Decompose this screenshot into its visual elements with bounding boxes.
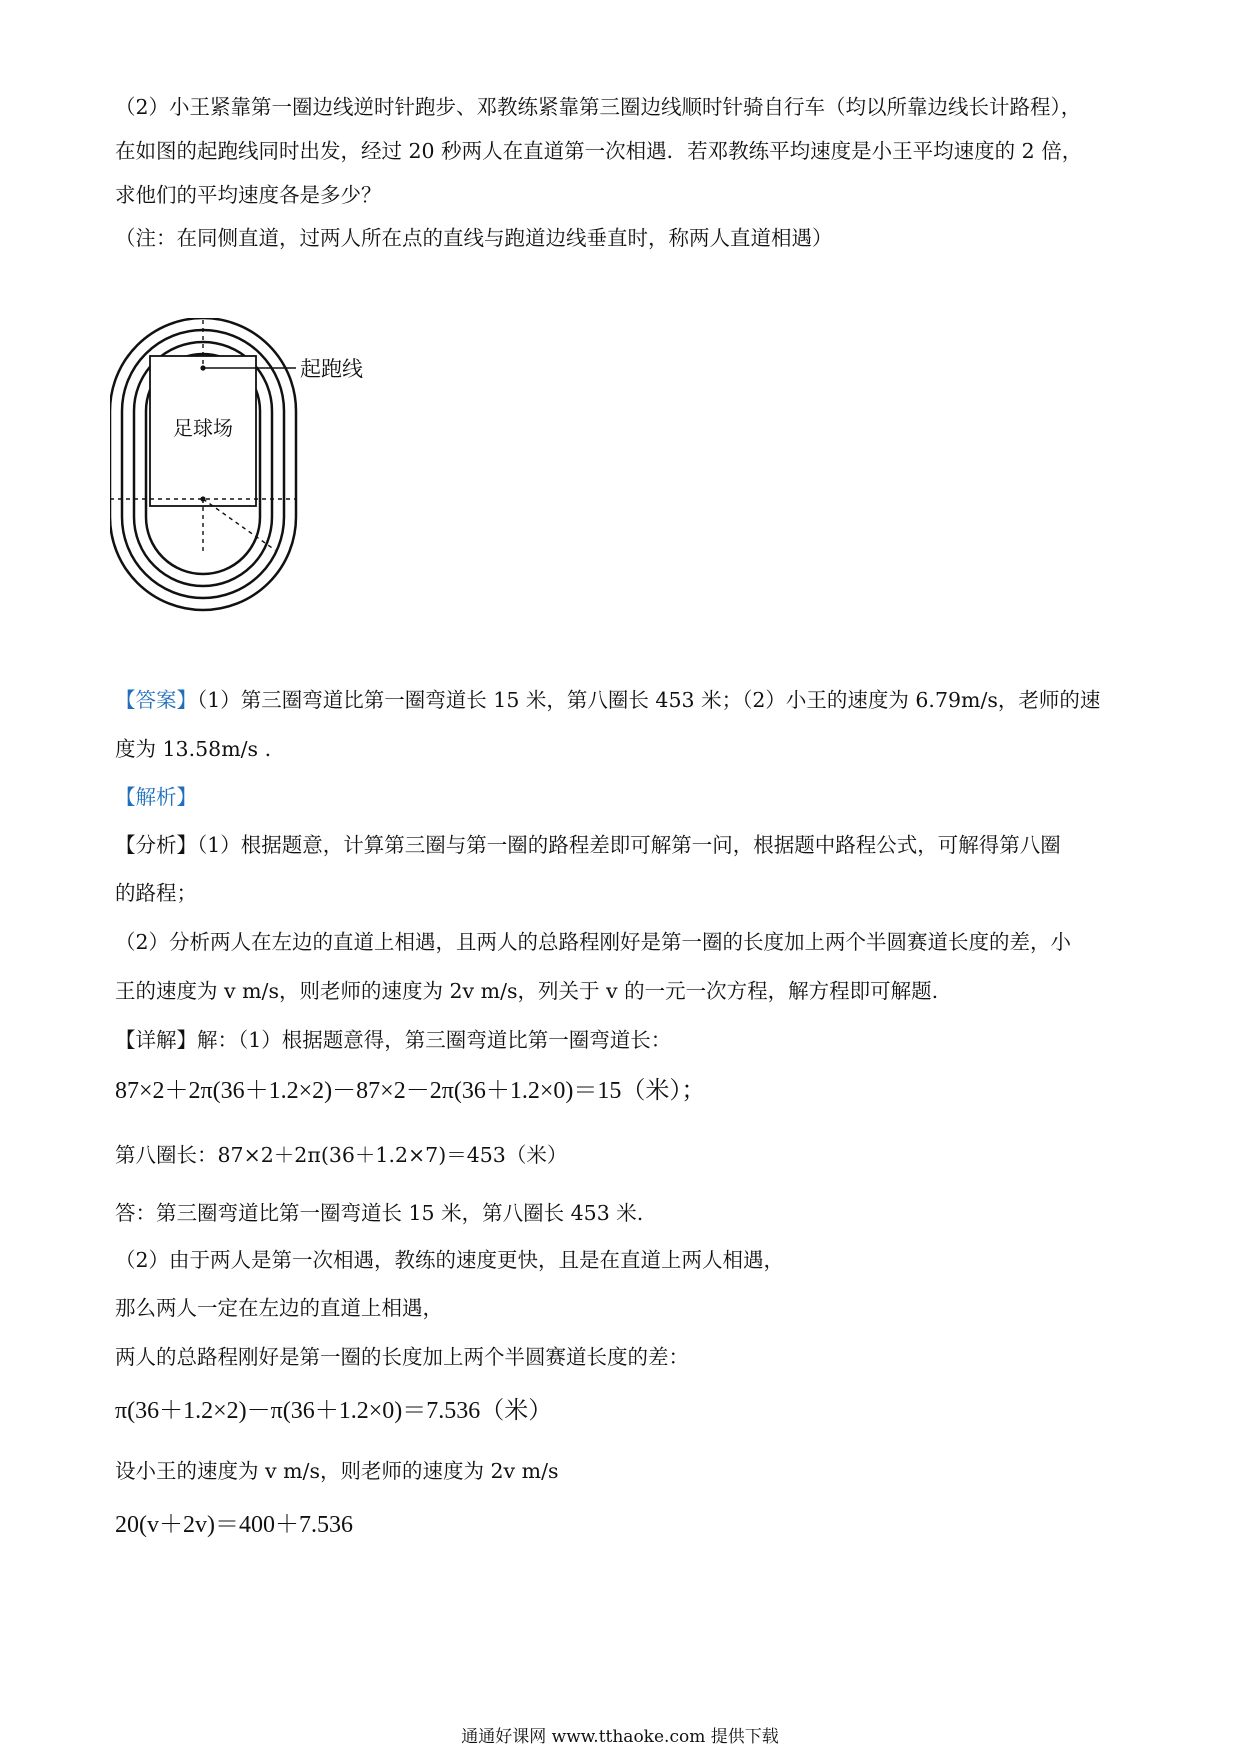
fenxi-text-1: （1）根据题意，计算第三圈与第一圈的路程差即可解第一问，根据题中路程公式，可解得第八圈 xyxy=(197,833,1061,857)
part2-line-1: （2）由于两人是第一次相遇，教练的速度更快，且是在直道上两人相遇， xyxy=(115,1248,785,1272)
answer-part-1: 答：第三圈弯道比第一圈弯道长 15 米，第八圈长 453 米. xyxy=(115,1201,644,1225)
equation-1: 87×2＋2π(36＋1.2×2)－87×2－2π(36＋1.2×0)＝15（米）； xyxy=(115,1078,706,1104)
analysis-line-3: （2）分析两人在左边的直道上相遇，且两人的总路程刚好是第一圈的长度加上两个半圆赛道长度的差，小 xyxy=(115,930,1072,954)
answer-line-1 xyxy=(115,685,1100,715)
center-point xyxy=(200,496,205,501)
part2-line-3: 两人的总路程刚好是第一圈的长度加上两个半圆赛道长度的差： xyxy=(115,1345,689,1369)
detail-intro xyxy=(115,1025,671,1055)
fenxi-tag: 【分析】 xyxy=(115,833,197,857)
equation-4: 20(v＋2v)＝400＋7.536 xyxy=(115,1512,353,1538)
detail-tag: 【详解】 xyxy=(115,1028,197,1052)
analysis-line-2: 的路程； xyxy=(115,881,197,905)
answer-tag: 【答案】 xyxy=(115,688,197,712)
answer-text-1: （1）第三圈弯道比第一圈弯道长 15 米，第八圈长 453 米；（2）小王的速度为 6.79m/s，老师的速 xyxy=(197,688,1101,712)
start-line-label: 起跑线 xyxy=(300,357,363,381)
answer-line-2: 度为 13.58m/s . xyxy=(115,737,272,761)
field-label: 足球场 xyxy=(173,416,233,440)
equation-3: π(36＋1.2×2)－π(36＋1.2×0)＝7.536（米） xyxy=(115,1398,553,1424)
page-footer: 通通好课网 www.tthaoke.com 提供下载 xyxy=(461,1727,779,1747)
equation-2: 第八圈长：87×2＋2π(36＋1.2×7)＝453（米） xyxy=(115,1143,568,1167)
set-variable-line: 设小王的速度为 v m/s，则老师的速度为 2v m/s xyxy=(115,1459,559,1483)
track-diagram xyxy=(110,318,370,628)
question-line-3: 求他们的平均速度各是多少？ xyxy=(115,183,382,207)
detail-intro-text: 解：（1）根据题意得，第三圈弯道比第一圈弯道长： xyxy=(197,1028,672,1052)
part2-line-2: 那么两人一定在左边的直道上相遇， xyxy=(115,1296,443,1320)
analysis-line-4: 王的速度为 v m/s，则老师的速度为 2v m/s，列关于 v 的一元一次方程，解方程即可解题. xyxy=(115,979,939,1003)
question-line-2: 在如图的起跑线同时出发，经过 20 秒两人在直道第一次相遇．若邓教练平均速度是小王平均速度的 2 倍， xyxy=(115,139,1083,163)
question-note: （注：在同侧直道，过两人所在点的直线与跑道边线垂直时，称两人直道相遇） xyxy=(115,226,833,250)
question-line-1: （2）小王紧靠第一圈边线逆时针跑步、邓教练紧靠第三圈边线顺时针骑自行车（均以所靠边线长计路程）， xyxy=(115,95,1082,119)
analysis-tag: 【解析】 xyxy=(115,785,197,809)
analysis-line-1 xyxy=(115,830,1061,860)
